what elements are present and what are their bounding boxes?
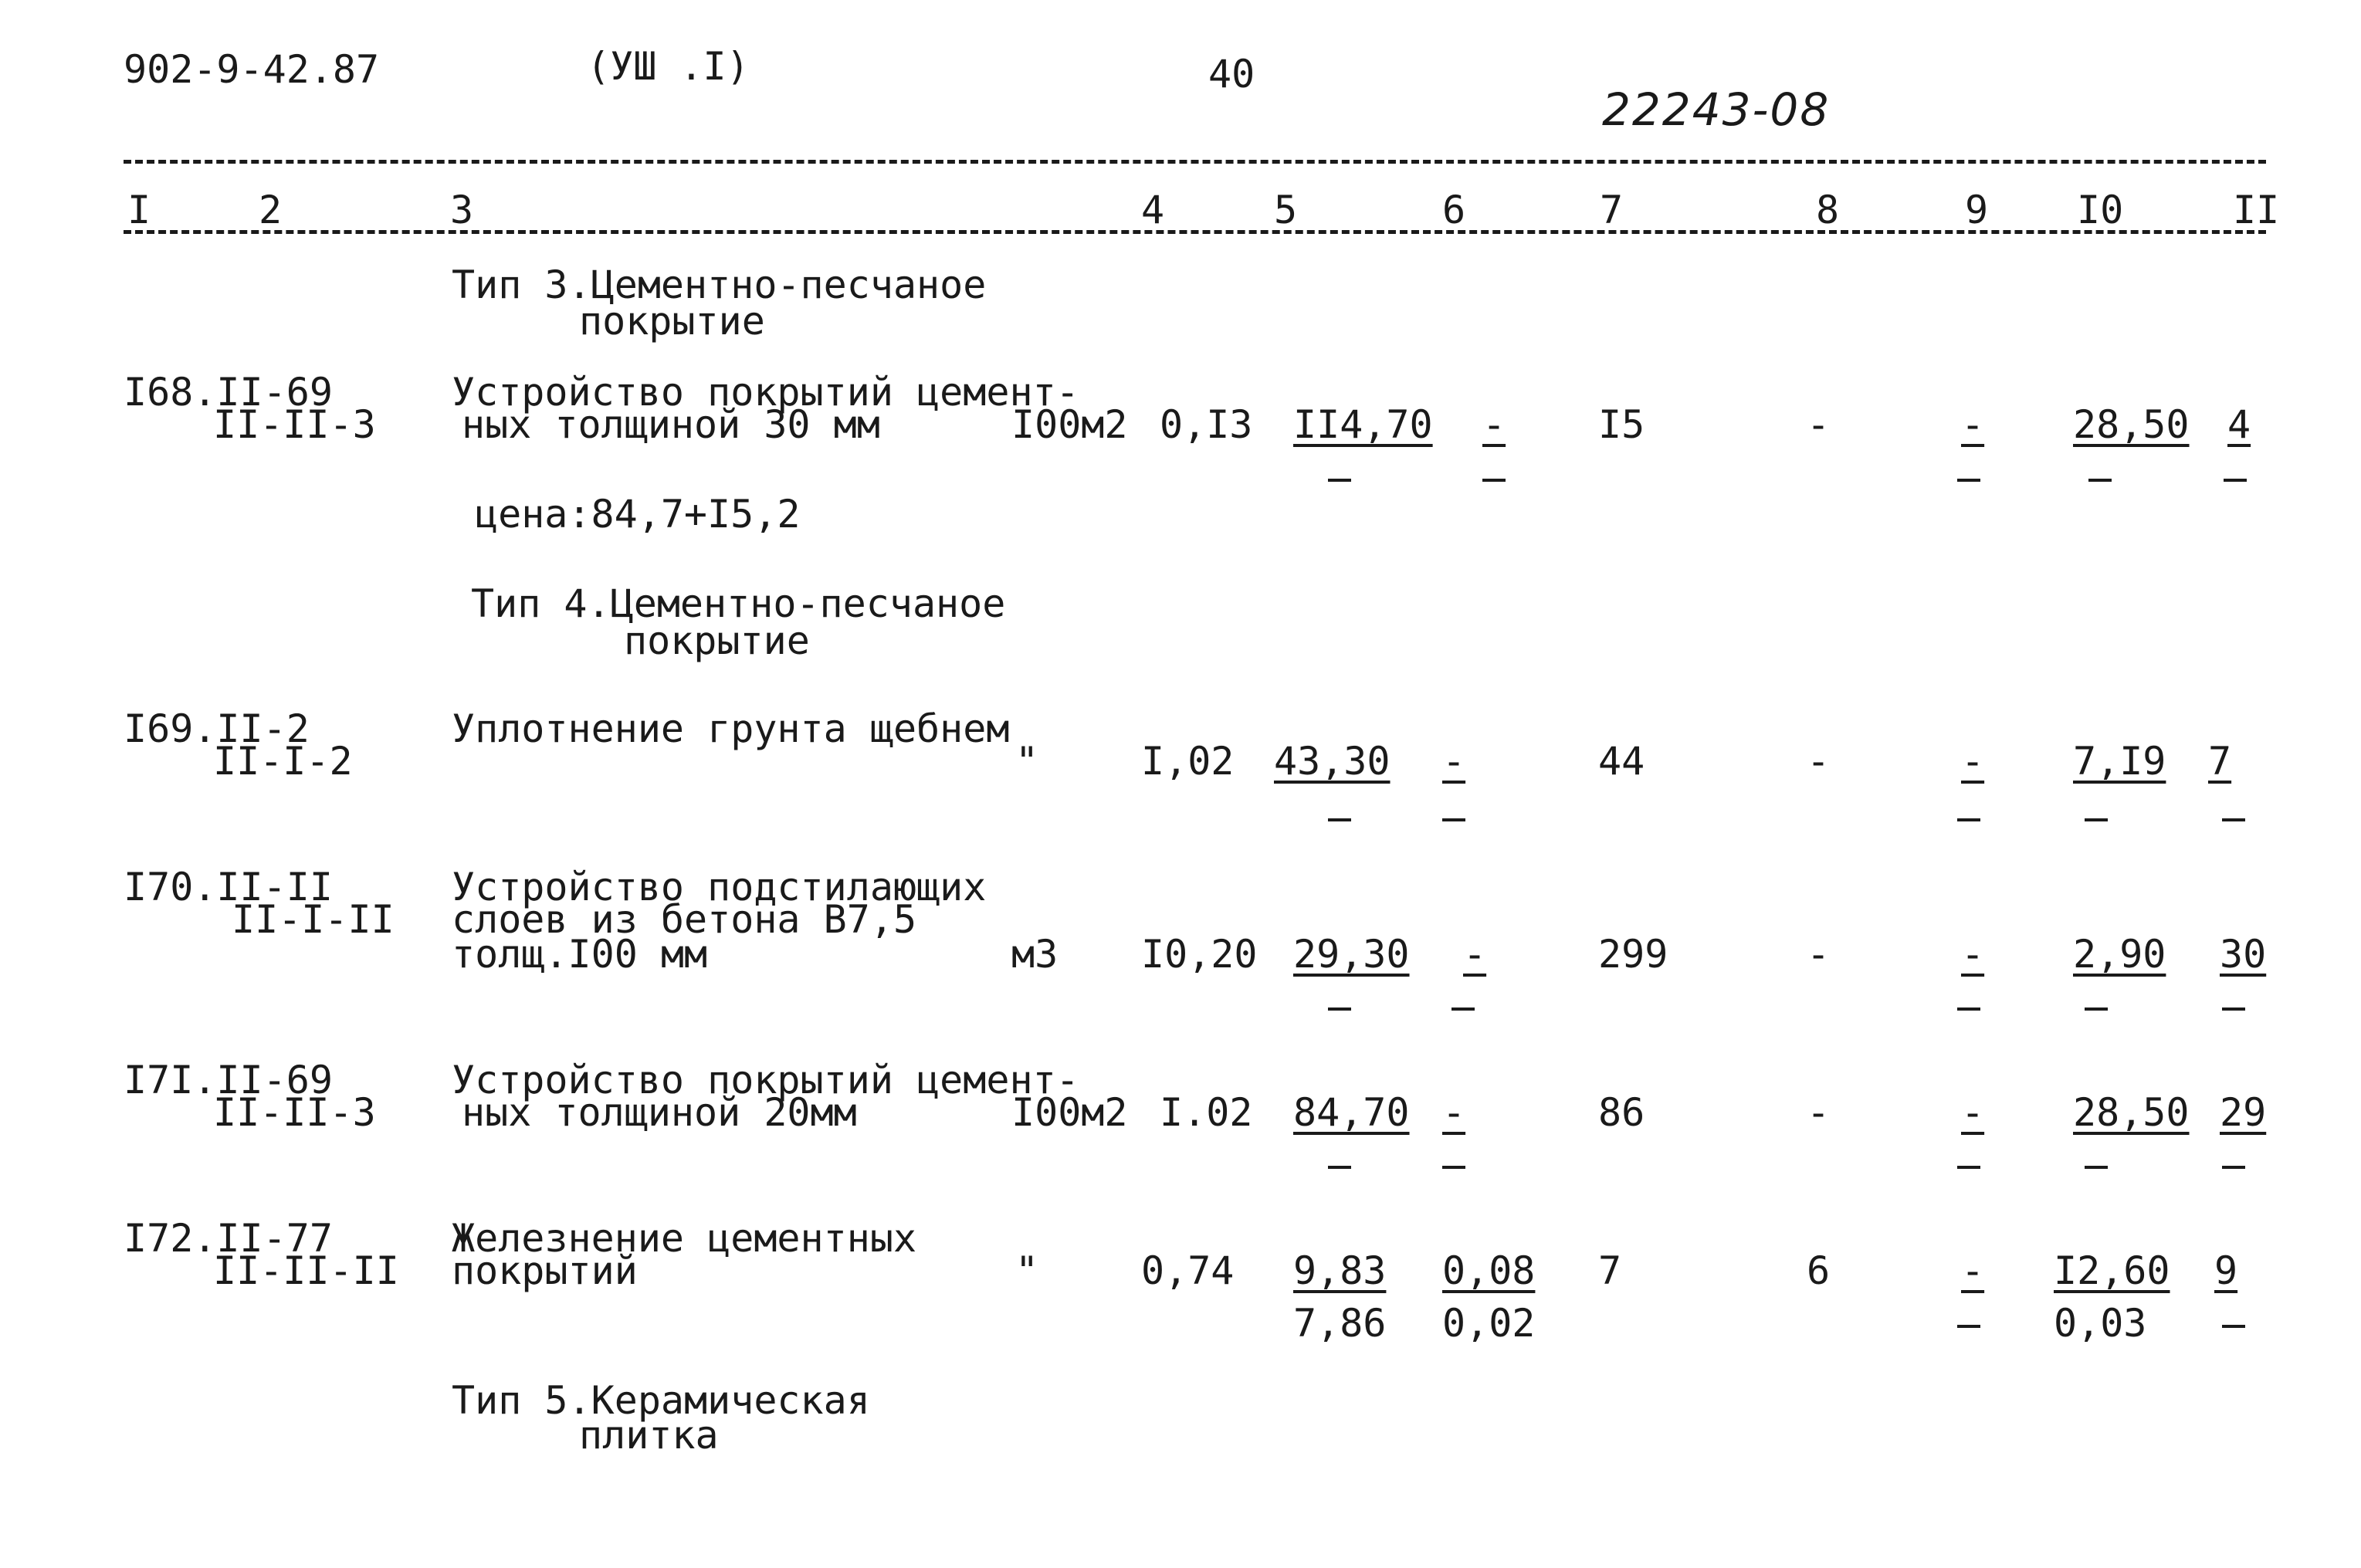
row-169-col9: - (1961, 739, 1985, 784)
row-170-desc-3: толщ.I00 мм (452, 932, 708, 977)
row-172-desc-2: покрытий (452, 1248, 638, 1293)
header-dashed-line (124, 160, 2266, 164)
row-169-qty: I,02 (1141, 739, 1235, 784)
row-170-qty: I0,20 (1141, 932, 1258, 977)
col-header-10: I0 (2077, 188, 2124, 232)
row-170-col9-sub (1957, 1008, 1980, 1011)
row-169-col5: 43,30 (1274, 739, 1391, 784)
col-header-1: I (127, 188, 151, 232)
row-168-qty: 0,I3 (1160, 402, 1253, 447)
col-header-11: II (2233, 188, 2280, 232)
row-168-code2: II-II-3 (213, 402, 376, 447)
row-172-col7: 7 (1598, 1248, 1622, 1293)
col-header-4: 4 (1141, 188, 1165, 232)
row-168-code: I68.II-69 (124, 370, 333, 415)
page-number: 40 (1208, 52, 1255, 97)
row-168-col10-sub (2088, 479, 2112, 482)
row-170-col6: - (1463, 932, 1487, 977)
row-171-col8: - (1807, 1090, 1831, 1135)
section-title-type5: Тип 5.Керамическая (452, 1378, 870, 1423)
column-header-dashed-line (124, 230, 2266, 234)
row-169-col6-sub (1442, 818, 1465, 821)
section-title-type3: Тип 3.Цементно-песчаное (452, 262, 987, 307)
row-168-col8: - (1807, 402, 1831, 447)
row-170-col11: 30 (2220, 932, 2267, 977)
row-171-unit: I00м2 (1011, 1090, 1128, 1135)
row-170-col9: - (1961, 932, 1985, 977)
row-171-qty: I.02 (1160, 1090, 1253, 1135)
row-171-code: I7I.II-69 (124, 1058, 333, 1102)
row-169-desc-1: Уплотнение грунта щебнем (452, 706, 1010, 751)
row-172-col9-sub (1957, 1325, 1980, 1328)
row-169-col6: - (1442, 739, 1466, 784)
row-170-col11-sub (2222, 1008, 2245, 1011)
row-172-col6-sub: 0,02 (1442, 1301, 1536, 1346)
row-168-col11-sub (2224, 479, 2247, 482)
row-170-code: I70.II-II (124, 865, 333, 909)
row-170-unit: м3 (1011, 932, 1059, 977)
row-169-col8: - (1807, 739, 1831, 784)
row-168-desc-1: Устройство покрытий цемент- (452, 370, 1079, 415)
section-code: (УШ .I) (587, 44, 750, 89)
col-header-9: 9 (1965, 188, 1989, 232)
row-169-col7: 44 (1598, 739, 1645, 784)
handwritten-number: 22243-08 (1602, 83, 1831, 136)
row-168-col6: - (1482, 402, 1506, 447)
row-172-unit: " (1015, 1248, 1039, 1293)
col-header-8: 8 (1816, 188, 1840, 232)
row-170-col7: 299 (1598, 932, 1668, 977)
row-172-code: I72.II-77 (124, 1216, 333, 1261)
row-172-col9: - (1961, 1248, 1985, 1293)
row-170-desc-1: Устройство подстилающих (452, 865, 987, 909)
row-168-col9: - (1961, 402, 1985, 447)
row-168-col6-sub (1482, 479, 1506, 482)
row-168-col11: 4 (2227, 402, 2251, 447)
section-title-type4: Тип 4.Цементно-песчаное (471, 581, 1006, 626)
row-171-col9-sub (1957, 1166, 1980, 1169)
row-171-desc-1: Устройство покрытий цемент- (452, 1058, 1079, 1102)
row-172-col5-sub: 7,86 (1293, 1301, 1387, 1346)
row-170-col6-sub (1451, 1008, 1475, 1011)
price-note: цена:84,7+I5,2 (475, 492, 801, 537)
row-172-col6: 0,08 (1442, 1248, 1536, 1293)
row-170-col5: 29,30 (1293, 932, 1410, 977)
col-header-6: 6 (1442, 188, 1466, 232)
row-172-col5: 9,83 (1293, 1248, 1387, 1293)
row-170-col8: - (1807, 932, 1831, 977)
row-171-col7: 86 (1598, 1090, 1645, 1135)
col-header-3: 3 (450, 188, 474, 232)
row-169-code2: II-I-2 (213, 739, 353, 784)
row-170-code2: II-I-II (232, 897, 395, 942)
row-171-col10: 28,50 (2073, 1090, 2190, 1135)
row-168-col5: II4,70 (1293, 402, 1433, 447)
row-169-col11-sub (2222, 818, 2245, 821)
row-168-col7: I5 (1598, 402, 1645, 447)
row-171-col5: 84,70 (1293, 1090, 1410, 1135)
col-header-5: 5 (1274, 188, 1298, 232)
row-168-col9-sub (1957, 479, 1980, 482)
row-172-col11-sub (2222, 1325, 2245, 1328)
row-171-col11: 29 (2220, 1090, 2267, 1135)
row-169-unit: " (1015, 739, 1039, 784)
row-172-desc-1: Железнение цементных (452, 1216, 917, 1261)
row-168-unit: I00м2 (1011, 402, 1128, 447)
row-171-col5-sub (1328, 1166, 1351, 1169)
doc-code: 902-9-42.87 (124, 47, 380, 92)
row-169-col10-sub (2085, 818, 2108, 821)
row-169-col9-sub (1957, 818, 1980, 821)
row-170-col10-sub (2085, 1008, 2108, 1011)
col-header-2: 2 (259, 188, 283, 232)
row-172-code2: II-II-II (213, 1248, 399, 1293)
row-169-col10: 7,I9 (2073, 739, 2166, 784)
section-subtitle-type4: покрытие (624, 618, 810, 663)
row-171-col6: - (1442, 1090, 1466, 1135)
row-170-col5-sub (1328, 1008, 1351, 1011)
row-172-col10-sub: 0,03 (2054, 1301, 2147, 1346)
row-171-col6-sub (1442, 1166, 1465, 1169)
section-subtitle-type3: покрытие (579, 299, 765, 344)
row-171-col11-sub (2222, 1166, 2245, 1169)
row-169-code: I69.II-2 (124, 706, 310, 751)
row-168-desc-2: ных толщиной 30 мм (462, 402, 880, 447)
row-170-col10: 2,90 (2073, 932, 2166, 977)
row-169-col11: 7 (2208, 739, 2232, 784)
col-header-7: 7 (1600, 188, 1624, 232)
row-172-col8: 6 (1807, 1248, 1831, 1293)
row-171-desc-2: ных толщиной 20мм (462, 1090, 857, 1135)
row-169-col5-sub (1328, 818, 1351, 821)
row-172-col10: I2,60 (2054, 1248, 2170, 1293)
row-171-col10-sub (2085, 1166, 2108, 1169)
row-168-col5-sub (1328, 479, 1351, 482)
row-171-col9: - (1961, 1090, 1985, 1135)
row-172-col11: 9 (2214, 1248, 2238, 1293)
row-172-qty: 0,74 (1141, 1248, 1235, 1293)
row-171-code2: II-II-3 (213, 1090, 376, 1135)
row-168-col10: 28,50 (2073, 402, 2190, 447)
row-170-desc-2: слоев из бетона В7,5 (452, 897, 917, 942)
section-subtitle-type5: плитка (579, 1413, 719, 1458)
